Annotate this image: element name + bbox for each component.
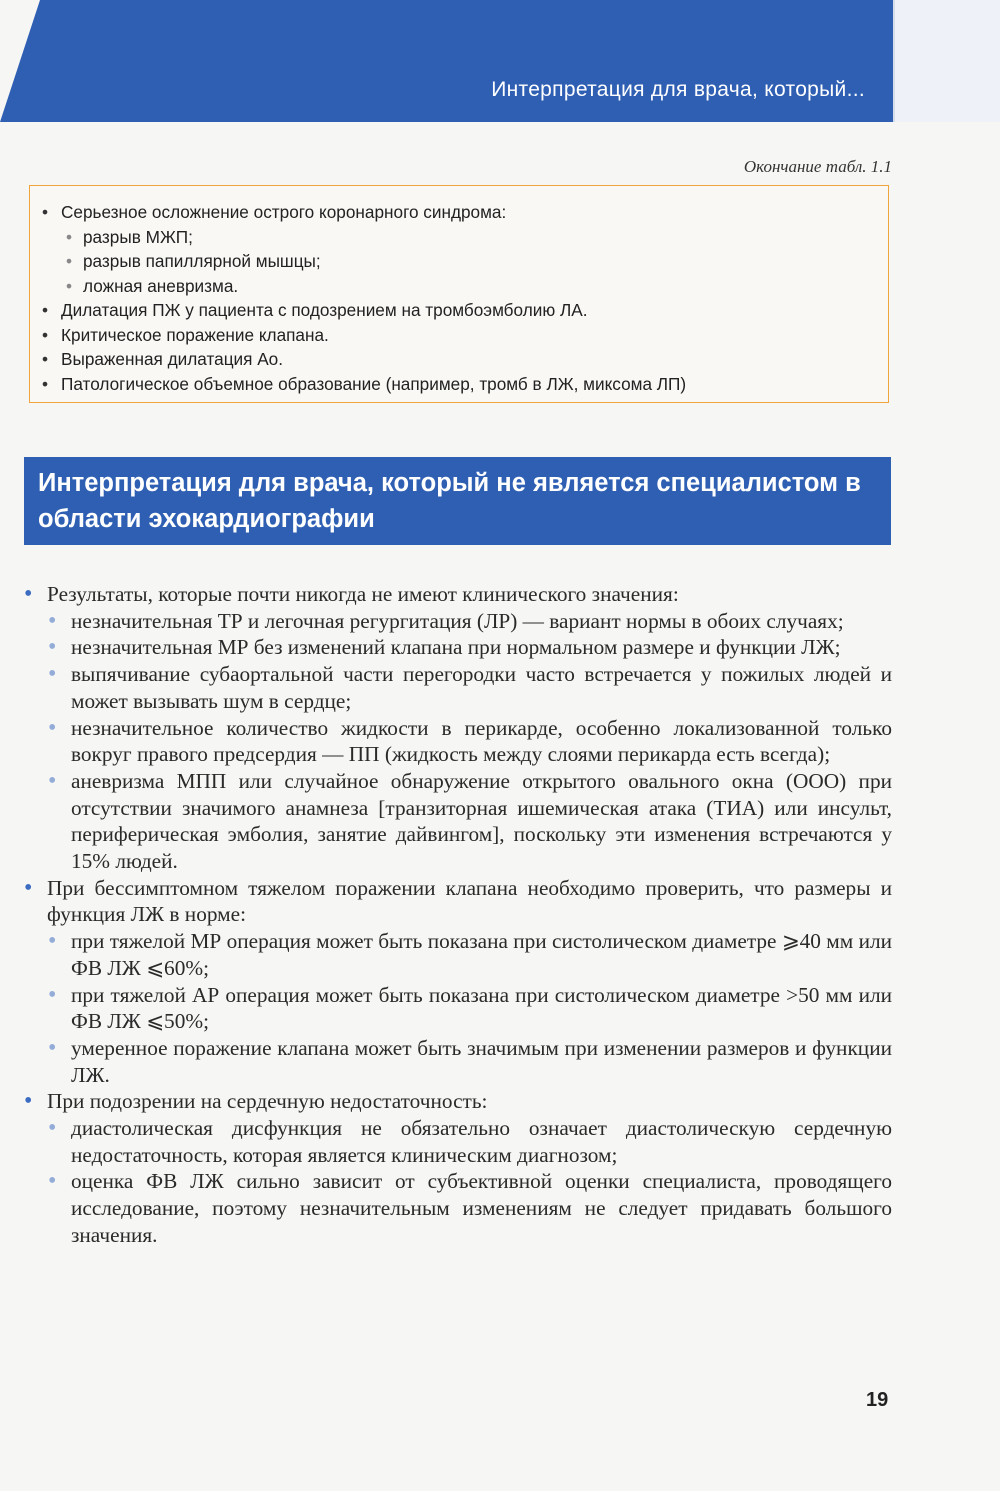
sub-list-item: • оценка ФВ ЛЖ сильно зависит от субъективной оценки специалиста, проводящего исследование, поэтому незначительным изменениям не следует придавать большого значения. <box>24 1168 892 1248</box>
box-item: • Патологическое объемное образование (например, тромб в ЛЖ, миксома ЛП) <box>30 372 888 397</box>
table-continuation-box <box>29 185 889 403</box>
table-caption: Окончание табл. 1.1 <box>743 157 892 176</box>
box-item: • Выраженная дилатация Ао. <box>30 347 888 372</box>
page-number: 19 <box>866 1389 889 1411</box>
body-content <box>24 581 892 1249</box>
sub-list-item: • при тяжелой МР операция может быть показана при систолическом диаметре ⩾40 мм или ФВ ЛЖ ⩽60%; <box>24 928 892 981</box>
sub-list-item: • незначительное количество жидкости в перикарде, особенно локализованной только вокруг правого предсердия — ПП (жидкость между слоями перикарда есть всегда); <box>24 715 892 768</box>
sub-list-item: • аневризма МПП или случайное обнаружение открытого овального окна (ООО) при отсутствии значимого анамнеза [транзиторная ишемическая атака (ТИА) или инсульт, периферическая эмболия, занятие дайвингом], поскольку эти изменения встречаются у 15% людей. <box>24 768 892 875</box>
box-subitem: • ложная аневризма. <box>30 274 888 299</box>
box-subitem: • разрыв папиллярной мышцы; <box>30 249 888 274</box>
section-heading: Интерпретация для врача, который не является специалистом в области эхокардиографии <box>38 469 861 533</box>
list-item: • При бессимптомном тяжелом поражении клапана необходимо проверить, что размеры и функция ЛЖ в норме: <box>24 875 892 928</box>
section-banner <box>24 457 891 545</box>
box-item: • Дилатация ПЖ у пациента с подозрением на тромбоэмболию ЛА. <box>30 298 888 323</box>
sub-list-item: • выпячивание субаортальной части перегородки часто встречается у пожилых людей и может вызывать шум в сердце; <box>24 661 892 714</box>
header-margin <box>893 0 1000 122</box>
box-list <box>30 186 888 396</box>
box-subitem: • разрыв МЖП; <box>30 225 888 250</box>
box-item: • Серьезное осложнение острого коронарного синдрома: <box>30 200 888 225</box>
content-list <box>24 581 892 1249</box>
sub-list-item: • незначительная ТР и легочная регургитация (ЛР) — вариант нормы в обоих случаях; <box>24 608 892 635</box>
sub-list-item: • при тяжелой АР операция может быть показана при систолическом диаметре >50 мм или ФВ ЛЖ ⩽50%; <box>24 982 892 1035</box>
box-item: • Критическое поражение клапана. <box>30 323 888 348</box>
sub-list-item: • диастолическая дисфункция не обязательно означает диастолическую сердечную недостаточность, которая является клиническим диагнозом; <box>24 1115 892 1168</box>
sub-list-item: • умеренное поражение клапана может быть значимым при изменении размеров и функции ЛЖ. <box>24 1035 892 1088</box>
sub-list-item: • незначительная МР без изменений клапана при нормальном размере и функции ЛЖ; <box>24 634 892 661</box>
header-band <box>0 0 893 122</box>
list-item: • При подозрении на сердечную недостаточность: <box>24 1088 892 1115</box>
running-title: Интерпретация для врача, который... <box>491 78 865 101</box>
header-fold <box>0 0 40 122</box>
list-item: • Результаты, которые почти никогда не имеют клинического значения: <box>24 581 892 608</box>
